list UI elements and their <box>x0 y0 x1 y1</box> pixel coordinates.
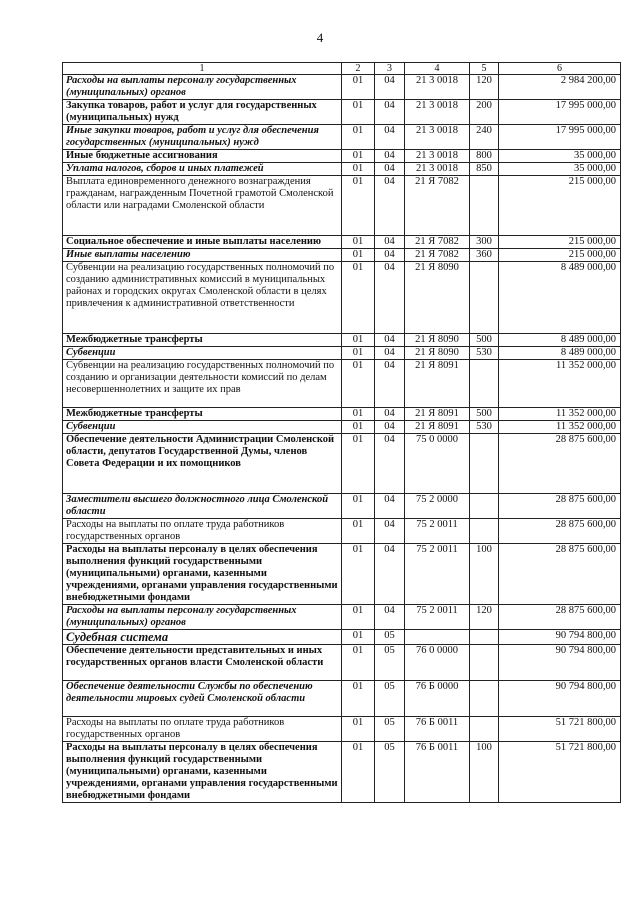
row-target-article-cell: 21 Я 8091 <box>405 421 470 434</box>
header-cell: 4 <box>405 63 470 75</box>
table-row <box>63 605 621 630</box>
table-row <box>63 421 621 434</box>
row-name-cell: Расходы на выплаты персоналу государственных (муниципальных) органов <box>63 75 342 100</box>
row-expense-type-cell <box>470 494 499 519</box>
row-section-cell: 01 <box>342 176 375 236</box>
row-subsection-cell: 04 <box>375 347 405 360</box>
table-row <box>63 150 621 163</box>
row-name-cell: Межбюджетные трансферты <box>63 408 342 421</box>
row-expense-type-cell: 530 <box>470 347 499 360</box>
row-subsection-cell: 04 <box>375 408 405 421</box>
row-section-cell: 01 <box>342 434 375 494</box>
row-target-article-cell: 75 2 0000 <box>405 494 470 519</box>
row-expense-type-cell: 500 <box>470 334 499 347</box>
row-expense-type-cell <box>470 360 499 408</box>
row-amount-cell: 215 000,00 <box>499 249 621 262</box>
row-section-cell: 01 <box>342 249 375 262</box>
row-amount-cell: 17 995 000,00 <box>499 100 621 125</box>
row-target-article-cell <box>405 630 470 645</box>
row-amount-cell: 28 875 600,00 <box>499 605 621 630</box>
table-row <box>63 249 621 262</box>
row-name-cell: Иные бюджетные ассигнования <box>63 150 342 163</box>
row-section-cell: 01 <box>342 544 375 605</box>
row-expense-type-cell: 240 <box>470 125 499 150</box>
row-name-cell: Межбюджетные трансферты <box>63 334 342 347</box>
row-subsection-cell: 05 <box>375 681 405 717</box>
budget-table <box>62 62 621 803</box>
row-target-article-cell: 21 Я 8090 <box>405 347 470 360</box>
row-amount-cell: 35 000,00 <box>499 163 621 176</box>
row-section-cell: 01 <box>342 605 375 630</box>
row-section-cell: 01 <box>342 163 375 176</box>
row-subsection-cell: 04 <box>375 125 405 150</box>
row-target-article-cell: 21 Я 8090 <box>405 262 470 334</box>
row-subsection-cell: 04 <box>375 544 405 605</box>
row-expense-type-cell <box>470 176 499 236</box>
row-amount-cell: 8 489 000,00 <box>499 262 621 334</box>
row-name-cell: Расходы на выплаты по оплате труда работников государственных органов <box>63 519 342 544</box>
row-name-cell: Судебная система <box>63 630 342 645</box>
table-row <box>63 519 621 544</box>
row-name-cell: Социальное обеспечение и иные выплаты населению <box>63 236 342 249</box>
row-expense-type-cell: 200 <box>470 100 499 125</box>
row-expense-type-cell: 530 <box>470 421 499 434</box>
row-name-cell: Иные закупки товаров, работ и услуг для обеспечения государственных (муниципальных) нужд <box>63 125 342 150</box>
row-section-cell: 01 <box>342 236 375 249</box>
table-row <box>63 434 621 494</box>
row-amount-cell: 90 794 800,00 <box>499 645 621 681</box>
row-target-article-cell: 75 2 0011 <box>405 544 470 605</box>
table-row <box>63 630 621 645</box>
table-row <box>63 262 621 334</box>
row-expense-type-cell: 120 <box>470 605 499 630</box>
page-number: 4 <box>316 30 324 45</box>
row-subsection-cell: 05 <box>375 645 405 681</box>
row-name-cell: Иные выплаты населению <box>63 249 342 262</box>
table-row <box>63 236 621 249</box>
row-amount-cell: 11 352 000,00 <box>499 421 621 434</box>
row-subsection-cell: 04 <box>375 334 405 347</box>
row-name-cell: Расходы на выплаты персоналу в целях обеспечения выполнения функций государственными (муниципальными) органами, казенными учреждениями, органами управления государственными внебюджетными фондами <box>63 742 342 803</box>
header-cell: 2 <box>342 63 375 75</box>
table-row <box>63 176 621 236</box>
row-section-cell: 01 <box>342 681 375 717</box>
row-target-article-cell: 21 3 0018 <box>405 100 470 125</box>
row-section-cell: 01 <box>342 742 375 803</box>
row-expense-type-cell: 120 <box>470 75 499 100</box>
row-amount-cell: 28 875 600,00 <box>499 544 621 605</box>
row-subsection-cell: 04 <box>375 360 405 408</box>
row-target-article-cell: 21 Я 7082 <box>405 236 470 249</box>
row-expense-type-cell <box>470 717 499 742</box>
row-subsection-cell: 04 <box>375 421 405 434</box>
row-amount-cell: 35 000,00 <box>499 150 621 163</box>
header-cell: 3 <box>375 63 405 75</box>
row-amount-cell: 28 875 600,00 <box>499 494 621 519</box>
row-section-cell: 01 <box>342 100 375 125</box>
row-section-cell: 01 <box>342 334 375 347</box>
row-amount-cell: 17 995 000,00 <box>499 125 621 150</box>
row-name-cell: Расходы на выплаты персоналу государственных (муниципальных) органов <box>63 605 342 630</box>
row-target-article-cell: 75 2 0011 <box>405 519 470 544</box>
row-name-cell: Обеспечение деятельности Службы по обеспечению деятельности мировых судей Смоленской области <box>63 681 342 717</box>
row-target-article-cell: 76 Б 0011 <box>405 742 470 803</box>
row-section-cell: 01 <box>342 347 375 360</box>
table-header-row <box>63 63 621 75</box>
row-amount-cell: 8 489 000,00 <box>499 334 621 347</box>
row-section-cell: 01 <box>342 717 375 742</box>
table-row <box>63 125 621 150</box>
row-amount-cell: 11 352 000,00 <box>499 408 621 421</box>
row-amount-cell: 28 875 600,00 <box>499 519 621 544</box>
row-target-article-cell: 21 3 0018 <box>405 75 470 100</box>
row-expense-type-cell: 850 <box>470 163 499 176</box>
row-subsection-cell: 04 <box>375 100 405 125</box>
row-subsection-cell: 04 <box>375 605 405 630</box>
row-subsection-cell: 04 <box>375 163 405 176</box>
row-expense-type-cell: 360 <box>470 249 499 262</box>
row-target-article-cell: 21 Я 7082 <box>405 176 470 236</box>
row-name-cell: Субвенции на реализацию государственных полномочий по созданию административных комиссий в муниципальных районах и городских округах Смоленской области в целях привлечения к административной ответственности <box>63 262 342 334</box>
row-name-cell: Расходы на выплаты персоналу в целях обеспечения выполнения функций государственными (муниципальными) органами, казенными учреждениями, органами управления государственными внебюджетными фондами <box>63 544 342 605</box>
row-name-cell: Обеспечение деятельности представительных и иных государственных органов власти Смоленской области <box>63 645 342 681</box>
table-row <box>63 347 621 360</box>
table-row <box>63 494 621 519</box>
row-target-article-cell: 21 Я 7082 <box>405 249 470 262</box>
table-row <box>63 408 621 421</box>
row-expense-type-cell: 100 <box>470 742 499 803</box>
row-expense-type-cell <box>470 681 499 717</box>
row-target-article-cell: 21 3 0018 <box>405 150 470 163</box>
row-name-cell: Обеспечение деятельности Администрации Смоленской области, депутатов Государственной Думы, членов Совета Федерации и их помощников <box>63 434 342 494</box>
row-subsection-cell: 04 <box>375 75 405 100</box>
table-row <box>63 360 621 408</box>
row-target-article-cell: 76 Б 0011 <box>405 717 470 742</box>
table-row <box>63 544 621 605</box>
row-expense-type-cell: 800 <box>470 150 499 163</box>
row-target-article-cell: 21 3 0018 <box>405 125 470 150</box>
row-name-cell: Расходы на выплаты по оплате труда работников государственных органов <box>63 717 342 742</box>
row-amount-cell: 51 721 800,00 <box>499 717 621 742</box>
row-section-cell: 01 <box>342 360 375 408</box>
header-cell: 5 <box>470 63 499 75</box>
row-name-cell: Субвенции <box>63 347 342 360</box>
row-amount-cell: 90 794 800,00 <box>499 681 621 717</box>
row-section-cell: 01 <box>342 150 375 163</box>
row-target-article-cell: 76 0 0000 <box>405 645 470 681</box>
row-name-cell: Закупка товаров, работ и услуг для государственных (муниципальных) нужд <box>63 100 342 125</box>
row-subsection-cell: 05 <box>375 742 405 803</box>
row-name-cell: Заместители высшего должностного лица Смоленской области <box>63 494 342 519</box>
row-expense-type-cell: 100 <box>470 544 499 605</box>
row-section-cell: 01 <box>342 630 375 645</box>
row-target-article-cell: 21 3 0018 <box>405 163 470 176</box>
row-expense-type-cell <box>470 645 499 681</box>
table-row <box>63 681 621 717</box>
row-amount-cell: 215 000,00 <box>499 176 621 236</box>
row-name-cell: Выплата единовременного денежного вознаграждения гражданам, награжденным Почетной грамотой Смоленской области или наградами Смоленской области <box>63 176 342 236</box>
row-amount-cell: 215 000,00 <box>499 236 621 249</box>
row-subsection-cell: 04 <box>375 249 405 262</box>
row-subsection-cell: 04 <box>375 434 405 494</box>
row-subsection-cell: 05 <box>375 630 405 645</box>
row-section-cell: 01 <box>342 75 375 100</box>
row-section-cell: 01 <box>342 494 375 519</box>
row-name-cell: Субвенции на реализацию государственных полномочий по созданию и организации деятельности комиссий по делам несовершеннолетних и защите их прав <box>63 360 342 408</box>
row-expense-type-cell: 500 <box>470 408 499 421</box>
row-name-cell: Субвенции <box>63 421 342 434</box>
row-amount-cell: 2 984 200,00 <box>499 75 621 100</box>
row-section-cell: 01 <box>342 421 375 434</box>
row-subsection-cell: 04 <box>375 236 405 249</box>
header-cell: 1 <box>63 63 342 75</box>
row-subsection-cell: 04 <box>375 150 405 163</box>
table-row <box>63 717 621 742</box>
row-subsection-cell: 04 <box>375 262 405 334</box>
header-cell: 6 <box>499 63 621 75</box>
row-amount-cell: 90 794 800,00 <box>499 630 621 645</box>
row-section-cell: 01 <box>342 645 375 681</box>
row-target-article-cell: 21 Я 8091 <box>405 360 470 408</box>
row-target-article-cell: 21 Я 8091 <box>405 408 470 421</box>
row-section-cell: 01 <box>342 125 375 150</box>
row-amount-cell: 51 721 800,00 <box>499 742 621 803</box>
table-row <box>63 163 621 176</box>
row-section-cell: 01 <box>342 519 375 544</box>
row-expense-type-cell <box>470 519 499 544</box>
row-name-cell: Уплата налогов, сборов и иных платежей <box>63 163 342 176</box>
table-row <box>63 742 621 803</box>
row-target-article-cell: 76 Б 0000 <box>405 681 470 717</box>
table-row <box>63 334 621 347</box>
row-section-cell: 01 <box>342 408 375 421</box>
row-subsection-cell: 05 <box>375 717 405 742</box>
row-target-article-cell: 75 2 0011 <box>405 605 470 630</box>
row-expense-type-cell <box>470 434 499 494</box>
table-row <box>63 645 621 681</box>
row-expense-type-cell <box>470 630 499 645</box>
row-target-article-cell: 75 0 0000 <box>405 434 470 494</box>
row-amount-cell: 8 489 000,00 <box>499 347 621 360</box>
table-row <box>63 100 621 125</box>
row-expense-type-cell: 300 <box>470 236 499 249</box>
table-row <box>63 75 621 100</box>
row-amount-cell: 11 352 000,00 <box>499 360 621 408</box>
row-amount-cell: 28 875 600,00 <box>499 434 621 494</box>
row-section-cell: 01 <box>342 262 375 334</box>
row-subsection-cell: 04 <box>375 519 405 544</box>
row-subsection-cell: 04 <box>375 176 405 236</box>
row-target-article-cell: 21 Я 8090 <box>405 334 470 347</box>
row-expense-type-cell <box>470 262 499 334</box>
row-subsection-cell: 04 <box>375 494 405 519</box>
